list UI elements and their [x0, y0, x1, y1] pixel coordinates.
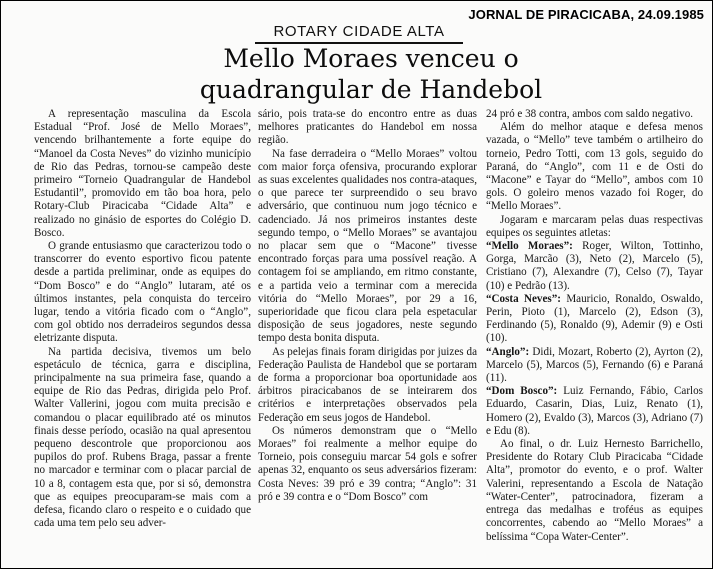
team-roster	[486, 385, 703, 438]
section-kicker: ROTARY CIDADE ALTA	[255, 23, 463, 44]
team-roster	[486, 240, 703, 293]
newspaper-source-date: JORNAL DE PIRACICABA, 24.09.1985	[468, 7, 704, 22]
team-players: Mauricio, Ronaldo, Oswaldo, Perin, Pioto (1), Marcelo (2), Edson (3), Ferdinando (5), Ronaldo (9), Ademir (9) e Osti (10).	[486, 292, 703, 345]
team-name: “Dom Bosco”:	[486, 385, 558, 398]
paragraph: Além do melhor ataque e defesa menos vazada, o “Mello” teve também o artilheiro do torneio, Pedro Totti, com 13 gols, seguido do Paraná, do “Anglo”, com 11 e de Osti do “Macone” e Tayar do “Mello”, ambos com 10 gols. O goleiro menos vazado foi Roger, do “Mello Moraes”.	[486, 121, 703, 213]
paragraph: Jogaram e marcaram pelas duas respectivas equipes os seguintes atletas:	[486, 213, 703, 239]
team-name: “Costa Neves”:	[486, 292, 561, 305]
paragraph: O grande entusiasmo que caracterizou todo o transcorrer do evento esportivo ficou patente desde a partida preliminar, onde as equipes do “Dom Bosco” e do “Anglo” lutaram, até os últimos instantes, pela conquista do terceiro lugar, tendo a vitória ficado com o “Anglo”, com gol obtido nos derradeiros segundos dessa eletrizante disputa.	[34, 240, 251, 345]
team-roster	[486, 293, 703, 346]
team-roster	[486, 346, 703, 386]
paragraph: A representação masculina da Escola Estadual “Prof. José de Mello Moraes”, vencendo brilhantemente a forte equipe do “Manoel da Costa Neves” do vizinho município de Rio das Pedras, tornou-se campeão deste primeiro “Torneio Quadrangular de Handebol Estudantil”, promovido em tão boa hora, pelo Rotary-Club Piracicaba “Cidade Alta” e realizado no ginásio de esportes do Colégio D. Bosco.	[34, 108, 251, 239]
paragraph: Ao final, o dr. Luiz Hernesto Barrichello, Presidente do Rotary Club Piracicaba “Cidade Alta”, promotor do evento, e o prof. Walter Valerini, representando a Escola de Natação “Water-Center”, patrocinadora, fizeram a entrega das medalhas e troféus as equipes concorrentes, cabendo ao “Mello Moraes” a belíssima “Copa Water-Center”.	[486, 438, 703, 543]
paragraph: Na fase derradeira o “Mello Moraes” voltou com maior força ofensiva, procurando explorar as suas excelentes qualidades nos contra-ataques, o que parece ter surpreendido o seu bravo adversário, que continuou num jogo técnico e cadenciado. Já nos primeiros instantes deste segundo tempo, o “Mello Moraes” se avantajou no placar sem que o “Macone” tivesse encontrado forças para uma possível reação. A contagem foi se ampliando, em ritmo constante, e a partida veio a terminar com a merecida vitória do “Mello Moraes”, por 29 a 16, superioridade que ficou clara pela espetacular disposição de seus jogadores, neste segundo tempo desta bonita disputa.	[258, 147, 477, 345]
paragraph: As pelejas finais foram dirigidas por juizes da Federação Paulista de Handebol que se portaram de forma a proporcionar boa oportunidade aos árbitros piracicabanos de se inteirarem dos critérios e interpretações observados pela Federação em seus jogos de Handebol.	[258, 345, 477, 424]
paragraph: Os números demonstram que o “Mello Moraes” foi realmente a melhor equipe do Torneio, pois conseguiu marcar 54 gols e sofrer apenas 32, enquanto os seus adversários fizeram: Costa Neves: 39 pró e 39 contra; “Anglo”: 31 pró e 39 contra e o “Dom Bosco” com	[258, 424, 477, 503]
team-name: “Mello Moraes”:	[486, 240, 573, 253]
article-column-1	[34, 108, 251, 566]
team-players: Didi, Mozart, Roberto (2), Ayrton (2), Marcelo (5), Marcos (5), Fernando (6) e Paraná (11).	[486, 345, 703, 385]
article-column-2	[258, 108, 477, 566]
headline: Mello Moraes venceu o quadrangular de Handebol	[199, 44, 543, 104]
article-column-3	[486, 108, 703, 566]
paragraph: sário, pois trata-se do encontro entre as duas melhores praticantes do Handebol em nossa região.	[258, 108, 477, 147]
team-name: “Anglo”:	[486, 345, 530, 358]
team-players: Roger, Wilton, Tottinho, Gorga, Marcão (3), Neto (2), Marcelo (5), Cristiano (7), Alexandre (7), Celso (7), Tayar (10) e Pedrão (13).	[486, 240, 703, 292]
paragraph: 24 pró e 38 contra, ambos com saldo negativo.	[486, 108, 694, 120]
paragraph: Na partida decisiva, tivemos um belo espetáculo de técnica, garra e disciplina, principalmente na sua primeira fase, quando a equipe de Rio das Pedras, dirigida pelo Prof. Walter Vallerini, jogou com muita precisão e comandou o placar equilibrado até os minutos finais desse período, ocasião na qual apresentou pequeno descontrole que proporcionou aos pupilos do prof. Rubens Braga, passar a frente no marcador e terminar com o placar parcial de 10 a 8, contagem esta que, por si só, demonstra que as equipes preocuparam-se mais com a defesa, ficando claro o respeito e o cuidado que cada uma tem pelo seu adver-	[34, 345, 251, 530]
team-players: Luiz Fernando, Fábio, Carlos Eduardo, Casarin, Dias, Luiz, Renato (1), Homero (2), Evaldo (3), Marcos (3), Adriano (7) e Edu (8).	[486, 385, 703, 437]
